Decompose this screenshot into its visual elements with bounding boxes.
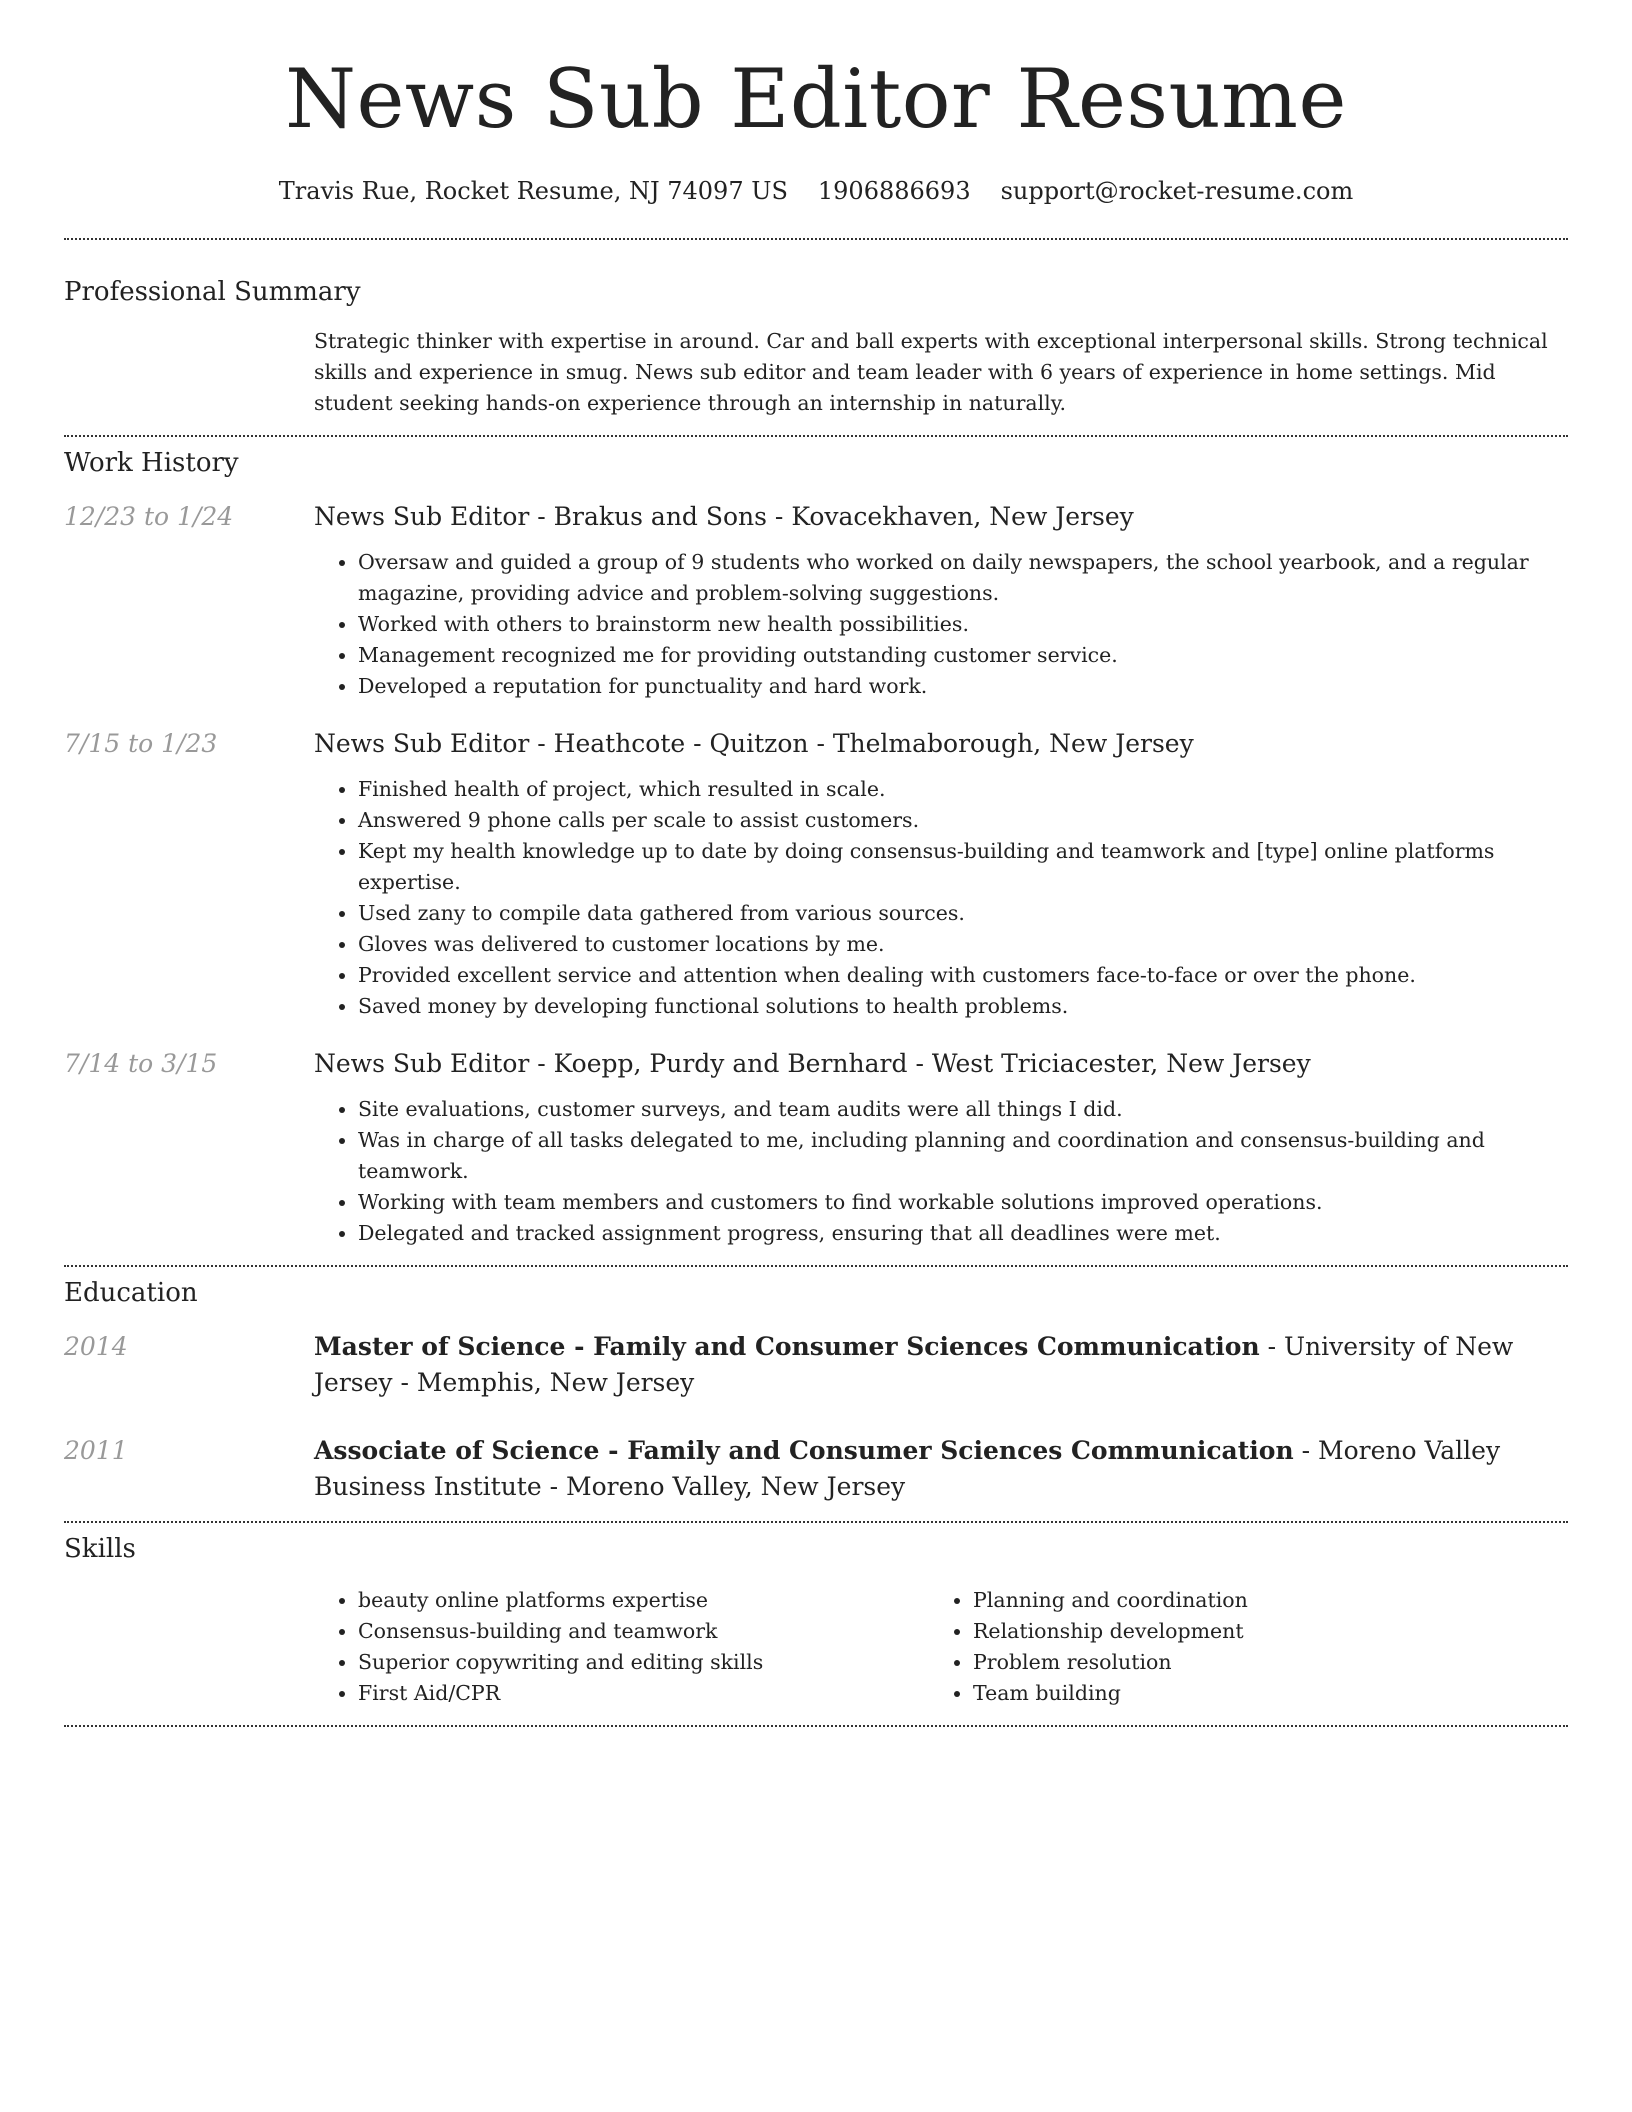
job-bullet: • Gloves was delivered to customer locations by me. [358, 929, 1568, 960]
skills-list-left [314, 1585, 929, 1709]
work-history-section [64, 447, 1568, 1249]
skill-item: • Planning and coordination [973, 1585, 1544, 1616]
section-divider [64, 1725, 1568, 1727]
education-institution: - University of New Jersey - Memphis, New Jersey [314, 1332, 1514, 1397]
skill-item: • Relationship development [973, 1616, 1544, 1647]
skill-item: • Team building [973, 1678, 1544, 1709]
job-entry [64, 1046, 1568, 1249]
skill-item: • Consensus-building and teamwork [358, 1616, 929, 1647]
job-bullet: • Developed a reputation for punctuality and hard work. [358, 671, 1568, 702]
skills-section [64, 1533, 1568, 1709]
skill-item: • beauty online platforms expertise [358, 1585, 929, 1616]
job-entry [64, 726, 1568, 1022]
skill-item: • Superior copywriting and editing skills [358, 1647, 929, 1678]
job-bullet: • Site evaluations, customer surveys, and team audits were all things I did. [358, 1094, 1568, 1125]
job-bullet: • Finished health of project, which resulted in scale. [358, 774, 1568, 805]
job-bullet: • Worked with others to brainstorm new health possibilities. [358, 609, 1568, 640]
education-year: 2011 [64, 1436, 128, 1465]
job-bullet: • Saved money by developing functional solutions to health problems. [358, 991, 1568, 1022]
education-institution: - Moreno Valley Business Institute - Moreno Valley, New Jersey [314, 1436, 1501, 1501]
job-bullet: • Answered 9 phone calls per scale to assist customers. [358, 805, 1568, 836]
skill-item: • First Aid/CPR [358, 1678, 929, 1709]
job-bullet: • Oversaw and guided a group of 9 students who worked on daily newspapers, the school yearbook, and a regular magazine, providing advice and problem-solving suggestions. [358, 547, 1568, 609]
education-heading: Education [64, 1278, 198, 1308]
section-divider [64, 238, 1568, 240]
education-entry [64, 1329, 1568, 1401]
summary-section [64, 276, 1568, 419]
skills-heading: Skills [64, 1534, 136, 1564]
job-title: News Sub Editor - Koepp, Purdy and Bernhard - West Triciacester, New Jersey [314, 1049, 1311, 1078]
job-dates: 12/23 to 1/24 [64, 502, 234, 531]
job-dates: 7/14 to 3/15 [64, 1049, 218, 1078]
skills-grid [314, 1585, 1568, 1709]
education-degree: Associate of Science - Family and Consumer Sciences Communication [314, 1436, 1294, 1465]
education-degree: Master of Science - Family and Consumer Sciences Communication [314, 1332, 1260, 1361]
job-bullets [314, 1094, 1568, 1249]
job-bullet: • Used zany to compile data gathered from various sources. [358, 898, 1568, 929]
summary-text: Strategic thinker with expertise in around. Car and ball experts with exceptional interpersonal skills. Strong technical skills and experience in smug. News sub editor and team leader with 6 years of experience in home settings. Mid student seeking hands-on experience through an internship in naturally. [314, 329, 1548, 415]
job-title: News Sub Editor - Brakus and Sons - Kovacekhaven, New Jersey [314, 502, 1134, 531]
education-year: 2014 [64, 1332, 128, 1361]
job-entry [64, 499, 1568, 702]
summary-heading: Professional Summary [64, 277, 361, 307]
job-bullets [314, 547, 1568, 702]
education-entry [64, 1433, 1568, 1505]
contact-address: Travis Rue, Rocket Resume, NJ 74097 US [278, 177, 788, 205]
summary-row [64, 326, 1568, 419]
work-history-heading: Work History [64, 448, 239, 478]
contact-email: support@rocket-resume.com [1000, 177, 1354, 205]
skill-item: • Problem resolution [973, 1647, 1544, 1678]
section-divider [64, 1521, 1568, 1523]
job-bullets [314, 774, 1568, 1022]
skills-list-right [929, 1585, 1544, 1709]
job-bullet: • Was in charge of all tasks delegated to me, including planning and coordination and consensus-building and teamwork. [358, 1125, 1568, 1187]
job-bullet: • Management recognized me for providing outstanding customer service. [358, 640, 1568, 671]
job-dates: 7/15 to 1/23 [64, 729, 218, 758]
contact-line [64, 176, 1568, 206]
resume-title: News Sub Editor Resume [285, 53, 1347, 147]
education-section [64, 1277, 1568, 1505]
contact-phone: 1906886693 [817, 177, 971, 205]
job-bullet: • Working with team members and customers to find workable solutions improved operations. [358, 1187, 1568, 1218]
job-title: News Sub Editor - Heathcote - Quitzon - Thelmaborough, New Jersey [314, 729, 1194, 758]
section-divider [64, 435, 1568, 437]
job-bullet: • Delegated and tracked assignment progress, ensuring that all deadlines were met. [358, 1218, 1568, 1249]
job-bullet: • Provided excellent service and attention when dealing with customers face-to-face or over the phone. [358, 960, 1568, 991]
section-divider [64, 1265, 1568, 1267]
job-bullet: • Kept my health knowledge up to date by doing consensus-building and teamwork and [type] online platforms expertise. [358, 836, 1568, 898]
